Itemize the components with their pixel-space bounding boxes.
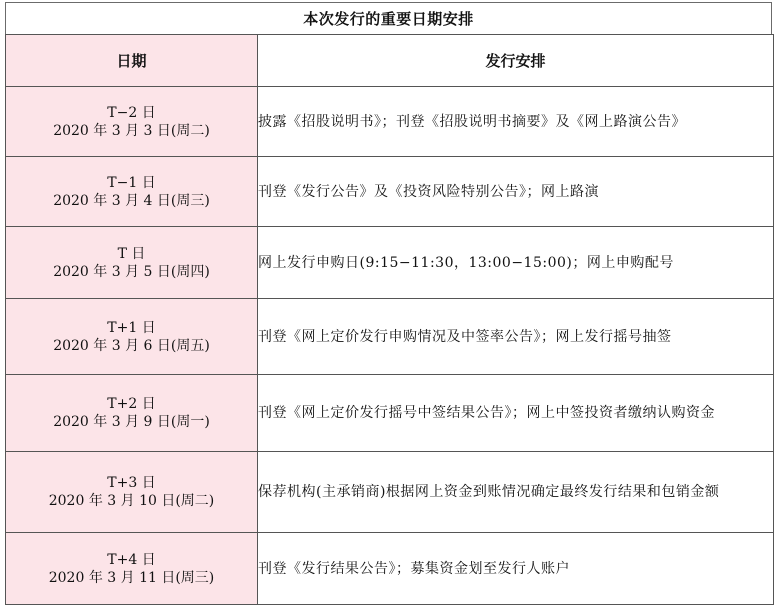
plan-cell: 网上发行申购日(9:15−11:30，13:00−15:00)；网上申购配号 — [258, 227, 774, 299]
table-row — [6, 299, 774, 375]
calendar-date: 2020 年 3 月 6 日(周五) — [53, 337, 210, 354]
calendar-date: 2020 年 3 月 9 日(周一) — [53, 414, 210, 430]
table-row — [6, 533, 774, 605]
trade-day: T−2 日 — [107, 104, 156, 121]
date-cell — [6, 87, 258, 157]
calendar-date: 2020 年 3 月 5 日(周四) — [53, 263, 210, 280]
header-row — [6, 35, 774, 87]
date-cell — [6, 375, 258, 452]
date-cell — [6, 452, 258, 533]
date-cell — [6, 533, 258, 605]
column-header-plan: 发行安排 — [258, 35, 774, 87]
plan-cell: 刊登《发行结果公告》；募集资金划至发行人账户 — [258, 533, 774, 605]
date-cell — [6, 299, 258, 375]
trade-day: T+4 日 — [107, 551, 156, 568]
plan-cell: 披露《招股说明书》；刊登《招股说明书摘要》及《网上路演公告》 — [258, 87, 774, 157]
calendar-date: 2020 年 3 月 4 日(周三) — [53, 192, 210, 209]
trade-day: T 日 — [117, 245, 146, 262]
table-row — [6, 227, 774, 299]
plan-cell: 刊登《网上定价发行申购情况及中签率公告》；网上发行摇号抽签 — [258, 299, 774, 375]
calendar-date: 2020 年 3 月 3 日(周二) — [53, 122, 210, 139]
table-row — [6, 375, 774, 452]
plan-cell: 刊登《发行公告》及《投资风险特别公告》；网上路演 — [258, 157, 774, 227]
trade-day: T+1 日 — [107, 319, 156, 336]
schedule-table — [5, 34, 774, 605]
date-cell — [6, 227, 258, 299]
column-header-date: 日期 — [6, 35, 258, 87]
table-row — [6, 157, 774, 227]
trade-day: T+2 日 — [107, 396, 156, 412]
table-title: 本次发行的重要日期安排 — [5, 2, 772, 34]
trade-day: T−1 日 — [107, 174, 156, 191]
plan-cell: 刊登《网上定价发行摇号中签结果公告》；网上中签投资者缴纳认购资金 — [258, 375, 774, 452]
calendar-date: 2020 年 3 月 10 日(周二) — [48, 493, 215, 509]
table-row — [6, 87, 774, 157]
table-row — [6, 452, 774, 533]
calendar-date: 2020 年 3 月 11 日(周三) — [48, 569, 215, 586]
date-cell — [6, 157, 258, 227]
trade-day: T+3 日 — [107, 475, 156, 491]
plan-cell: 保荐机构(主承销商)根据网上资金到账情况确定最终发行结果和包销金额 — [258, 452, 774, 533]
